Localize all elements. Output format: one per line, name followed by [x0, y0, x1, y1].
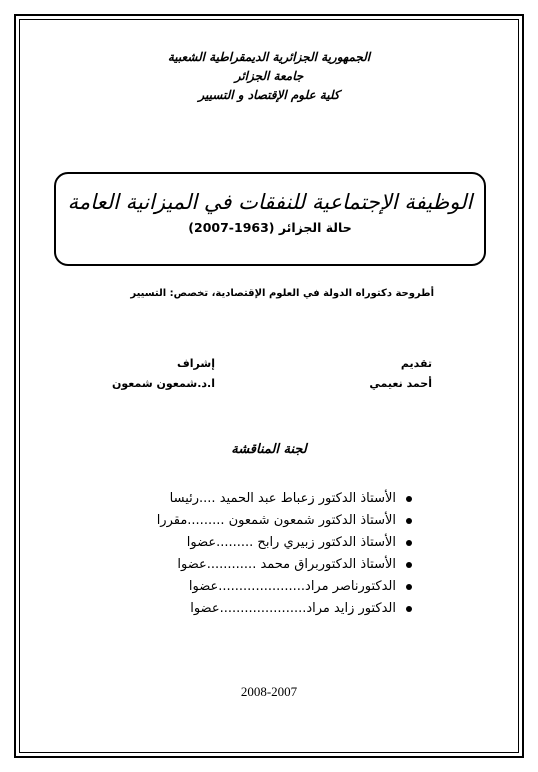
thesis-title-box [54, 172, 486, 266]
thesis-title: الوظيفة الإجتماعية للنفقات في الميزانية العامة [67, 190, 473, 214]
bullet-icon [406, 540, 412, 546]
faculty-name: كلية علوم الإقتصاد و التسيير [198, 88, 340, 102]
institution-header [16, 48, 522, 105]
supervisor-name: ا.د.شمعون شمعون [112, 377, 215, 390]
committee-title: لجنة المناقشة [231, 442, 307, 457]
bullet-icon [406, 584, 412, 590]
bullet-icon [406, 606, 412, 612]
presented-by-block [369, 354, 432, 394]
committee-member: الأستاذ الدكتور زبيري رابح .........عضوا [157, 532, 412, 554]
bullet-icon [406, 518, 412, 524]
title-page [14, 14, 524, 758]
committee-member: الدكتورناصر مراد.....................عضوا [157, 576, 412, 598]
supervision-label: إشراف [177, 357, 215, 370]
thesis-degree-line: أطروحة دكتوراه الدولة في العلوم الإقتصادية، تخصص: التسيير [130, 288, 434, 299]
university-name: جامعة الجزائر [234, 69, 304, 83]
bullet-icon [406, 562, 412, 568]
committee-member: الأستاذ الدكتوربراق محمد ............عضوا [157, 554, 412, 576]
academic-years: 2008-2007 [240, 684, 298, 699]
republic-name: الجمهورية الجزائرية الديمقراطية الشعبية [167, 50, 371, 64]
committee-member: الدكتور زايد مراد.....................عضوا [157, 598, 412, 620]
committee-list [157, 488, 412, 620]
committee-member: الأستاذ الدكتور شمعون شمعون .........مقررا [157, 510, 412, 532]
author-name: أحمد نعيمي [369, 377, 432, 390]
bullet-icon [406, 496, 412, 502]
thesis-subtitle: حالة الجزائر (1963-2007) [188, 220, 352, 235]
supervision-block [112, 354, 215, 394]
presented-by-label: تقديم [400, 357, 432, 370]
committee-member: الأستاذ الدكتور زعباط عبد الحميد ....رئيسا [157, 488, 412, 510]
